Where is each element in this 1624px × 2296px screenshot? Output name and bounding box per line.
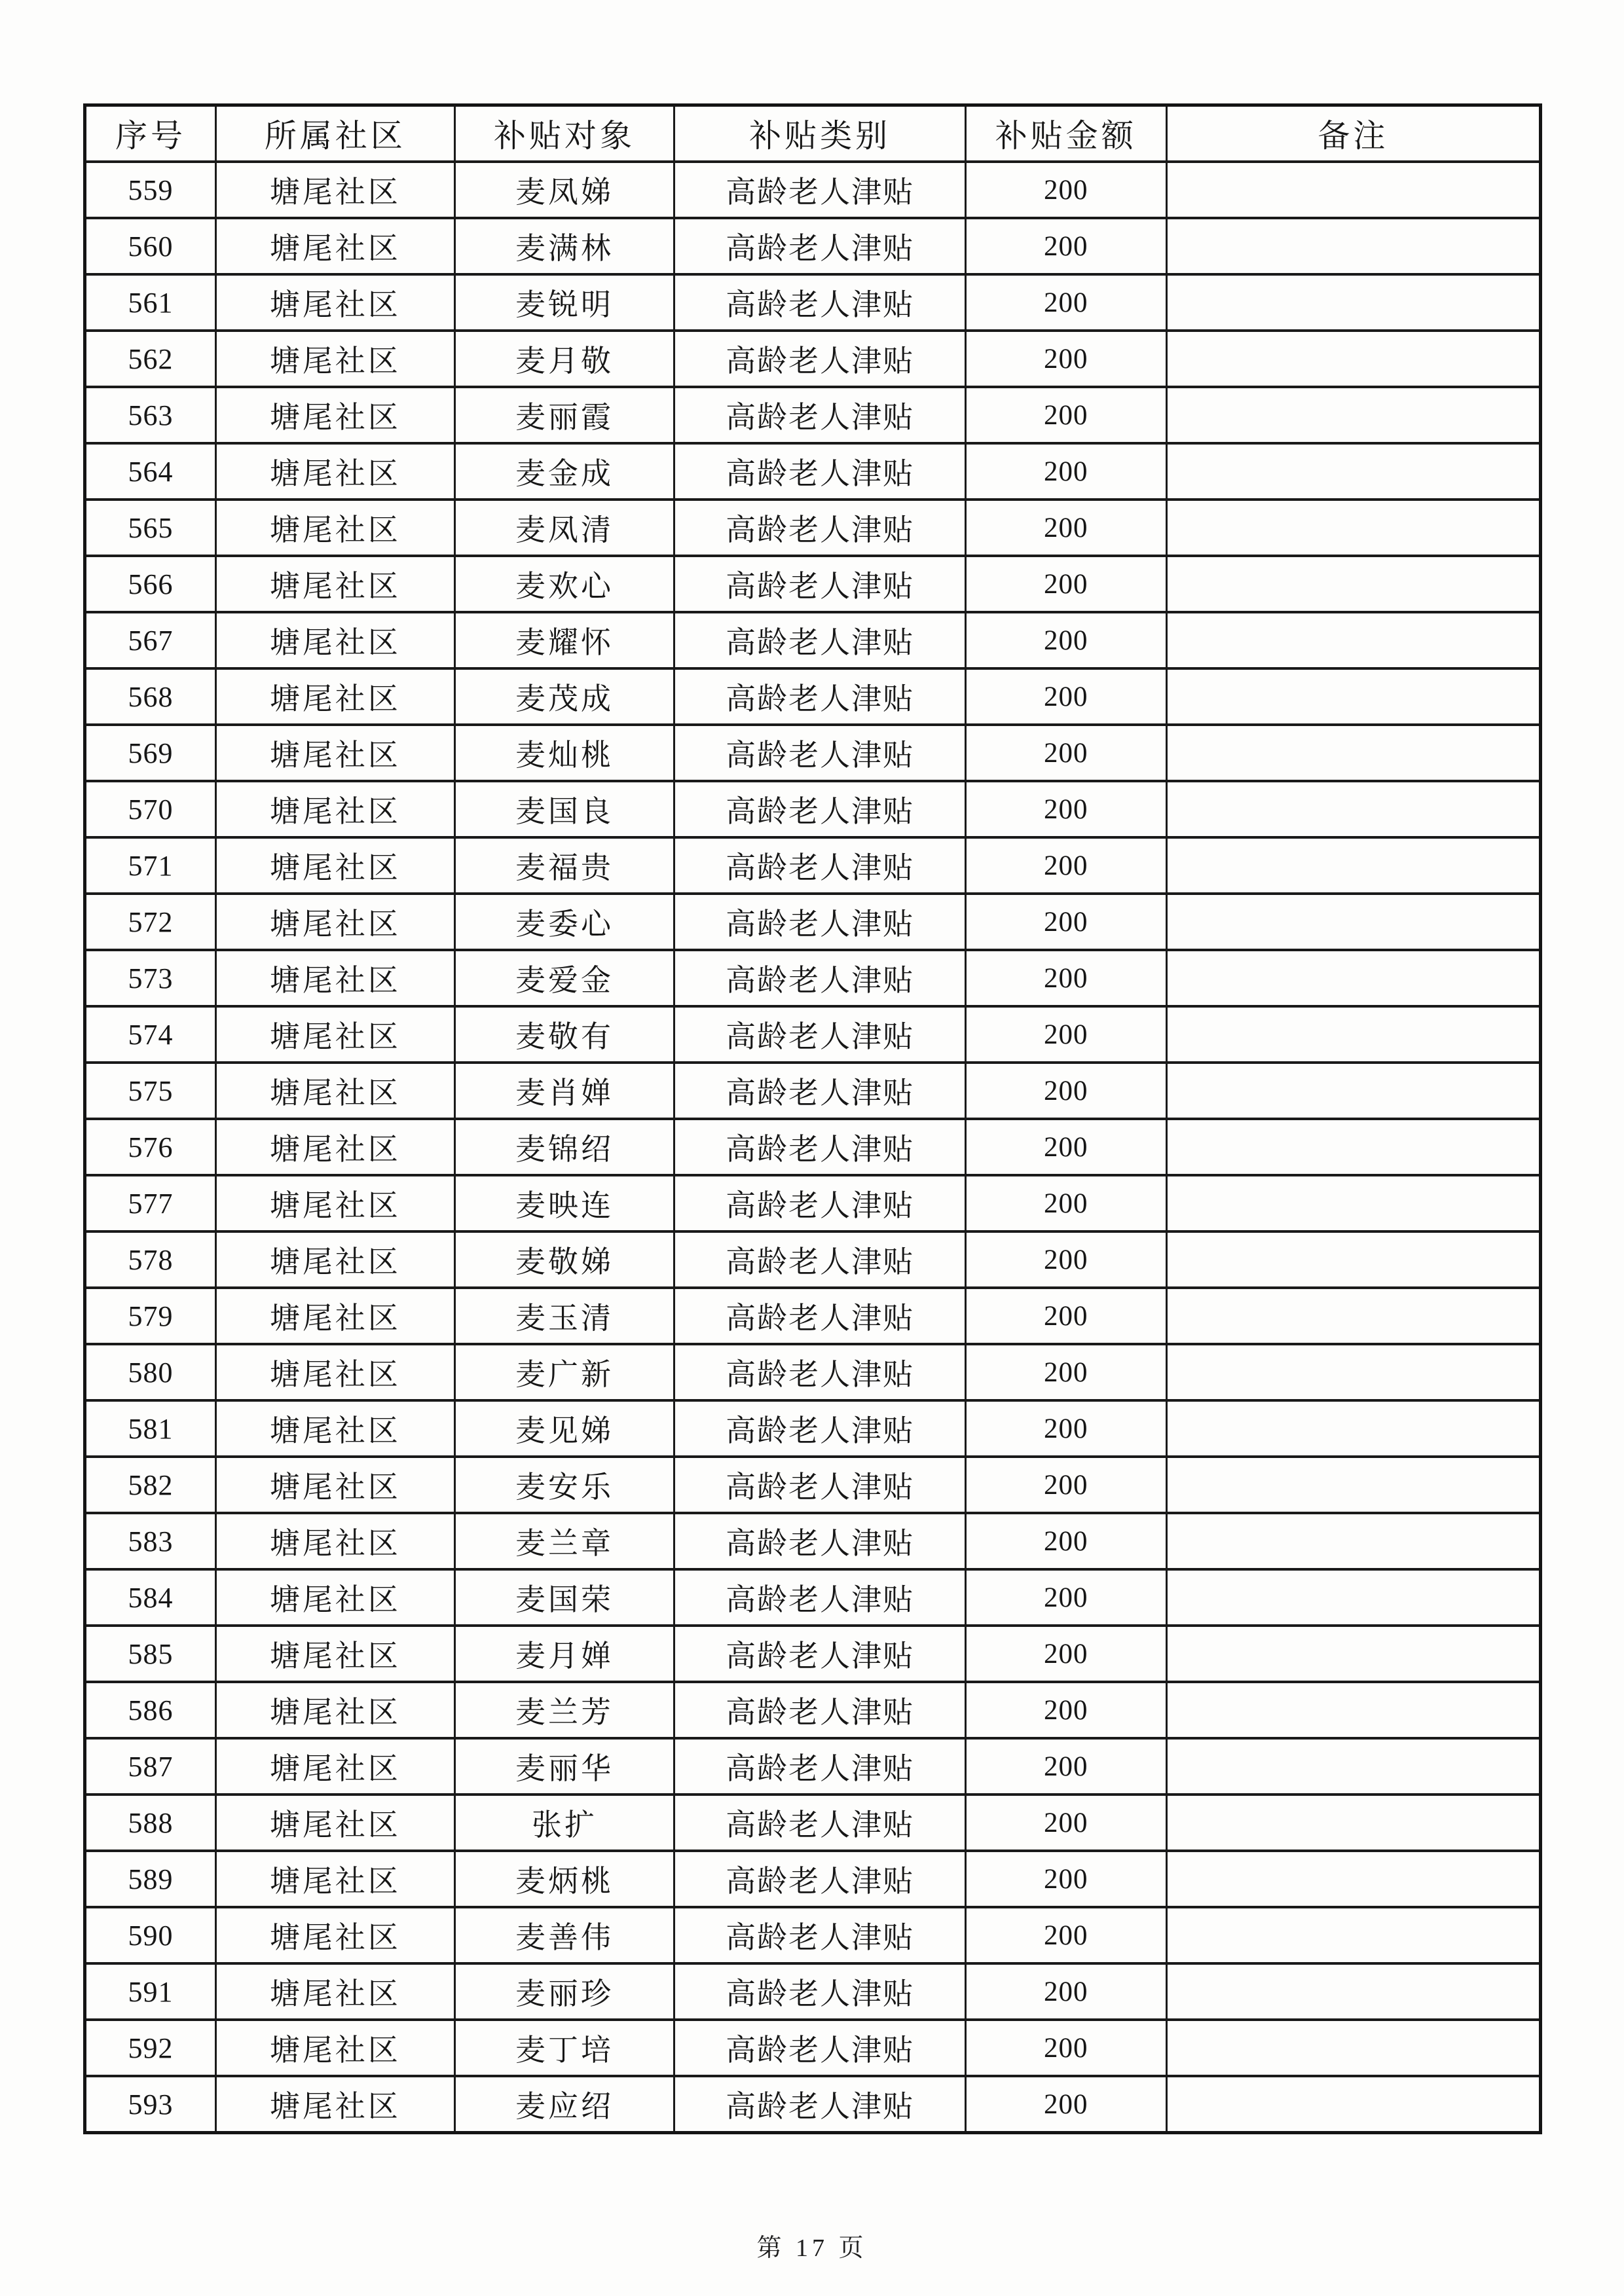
cell-no: 566 [85,556,216,612]
cell-category: 高龄老人津贴 [674,331,966,387]
cell-amount: 200 [965,894,1166,950]
table-row [85,1063,1541,1119]
cell-remark [1166,1231,1540,1288]
cell-remark [1166,1344,1540,1400]
cell-recipient: 麦茂成 [454,668,674,725]
cell-no: 577 [85,1175,216,1231]
cell-recipient: 麦映连 [454,1175,674,1231]
cell-remark [1166,1738,1540,1795]
table-row [85,1513,1541,1569]
cell-recipient: 麦国荣 [454,1569,674,1626]
table-row [85,950,1541,1006]
cell-recipient: 麦安乐 [454,1457,674,1513]
cell-category: 高龄老人津贴 [674,1006,966,1063]
cell-category: 高龄老人津贴 [674,556,966,612]
cell-community: 塘尾社区 [216,387,455,443]
cell-no: 573 [85,950,216,1006]
cell-remark [1166,274,1540,331]
cell-no: 560 [85,218,216,274]
cell-remark [1166,668,1540,725]
cell-community: 塘尾社区 [216,1513,455,1569]
cell-community: 塘尾社区 [216,331,455,387]
header-cell-category: 补贴类别 [674,105,966,162]
cell-category: 高龄老人津贴 [674,1119,966,1175]
cell-recipient: 麦月敬 [454,331,674,387]
cell-category: 高龄老人津贴 [674,1795,966,1851]
cell-amount: 200 [965,1231,1166,1288]
cell-community: 塘尾社区 [216,1400,455,1457]
cell-category: 高龄老人津贴 [674,1569,966,1626]
cell-remark [1166,781,1540,837]
table-row [85,1119,1541,1175]
table-row [85,1738,1541,1795]
cell-no: 592 [85,2020,216,2076]
cell-recipient: 麦善伟 [454,1907,674,1963]
cell-community: 塘尾社区 [216,1795,455,1851]
cell-no: 576 [85,1119,216,1175]
cell-recipient: 麦丁培 [454,2020,674,2076]
cell-category: 高龄老人津贴 [674,2076,966,2133]
cell-category: 高龄老人津贴 [674,612,966,668]
cell-remark [1166,387,1540,443]
cell-amount: 200 [965,781,1166,837]
cell-category: 高龄老人津贴 [674,443,966,500]
cell-community: 塘尾社区 [216,1231,455,1288]
cell-recipient: 麦肖婵 [454,1063,674,1119]
cell-amount: 200 [965,1344,1166,1400]
cell-remark [1166,1795,1540,1851]
cell-no: 591 [85,1963,216,2020]
table-row [85,556,1541,612]
cell-remark [1166,837,1540,894]
cell-remark [1166,1513,1540,1569]
cell-recipient: 麦丽珍 [454,1963,674,2020]
table-row [85,1231,1541,1288]
table-row [85,331,1541,387]
cell-recipient: 麦兰章 [454,1513,674,1569]
table-row [85,274,1541,331]
cell-category: 高龄老人津贴 [674,274,966,331]
table-row [85,1400,1541,1457]
cell-no: 585 [85,1626,216,1682]
cell-no: 574 [85,1006,216,1063]
page-number: 第 17 页 [756,2234,868,2262]
cell-community: 塘尾社区 [216,556,455,612]
cell-no: 581 [85,1400,216,1457]
cell-amount: 200 [965,1682,1166,1738]
cell-remark [1166,1457,1540,1513]
cell-category: 高龄老人津贴 [674,218,966,274]
cell-community: 塘尾社区 [216,2076,455,2133]
cell-category: 高龄老人津贴 [674,1626,966,1682]
table-row [85,443,1541,500]
cell-amount: 200 [965,1400,1166,1457]
cell-community: 塘尾社区 [216,162,455,218]
table-row [85,894,1541,950]
cell-amount: 200 [965,331,1166,387]
cell-recipient: 麦耀怀 [454,612,674,668]
cell-community: 塘尾社区 [216,1569,455,1626]
cell-no: 568 [85,668,216,725]
cell-recipient: 麦福贵 [454,837,674,894]
cell-community: 塘尾社区 [216,950,455,1006]
table-row [85,1795,1541,1851]
cell-no: 579 [85,1288,216,1344]
cell-recipient: 麦丽华 [454,1738,674,1795]
table-body [85,162,1541,2133]
cell-amount: 200 [965,443,1166,500]
cell-community: 塘尾社区 [216,1457,455,1513]
table-row [85,1569,1541,1626]
cell-community: 塘尾社区 [216,1063,455,1119]
cell-no: 569 [85,725,216,781]
cell-recipient: 麦国良 [454,781,674,837]
cell-amount: 200 [965,612,1166,668]
cell-community: 塘尾社区 [216,1907,455,1963]
cell-amount: 200 [965,668,1166,725]
header-cell-no: 序号 [85,105,216,162]
table-row [85,725,1541,781]
cell-recipient: 麦兰芳 [454,1682,674,1738]
cell-amount: 200 [965,1907,1166,1963]
cell-recipient: 麦敬娣 [454,1231,674,1288]
cell-no: 586 [85,1682,216,1738]
subsidy-table [83,103,1542,2134]
cell-remark [1166,950,1540,1006]
cell-community: 塘尾社区 [216,612,455,668]
table-row [85,781,1541,837]
cell-no: 582 [85,1457,216,1513]
cell-recipient: 麦凤清 [454,500,674,556]
table-header-row [85,105,1541,162]
cell-community: 塘尾社区 [216,1963,455,2020]
cell-category: 高龄老人津贴 [674,162,966,218]
cell-category: 高龄老人津贴 [674,781,966,837]
cell-remark [1166,1963,1540,2020]
cell-recipient: 麦凤娣 [454,162,674,218]
cell-no: 563 [85,387,216,443]
cell-category: 高龄老人津贴 [674,1231,966,1288]
cell-recipient: 麦玉清 [454,1288,674,1344]
table-row [85,1288,1541,1344]
cell-amount: 200 [965,837,1166,894]
cell-category: 高龄老人津贴 [674,1738,966,1795]
cell-remark [1166,500,1540,556]
cell-recipient: 麦委心 [454,894,674,950]
cell-amount: 200 [965,162,1166,218]
cell-category: 高龄老人津贴 [674,387,966,443]
cell-no: 564 [85,443,216,500]
table-row [85,2020,1541,2076]
table-row [85,218,1541,274]
cell-no: 584 [85,1569,216,1626]
cell-amount: 200 [965,1963,1166,2020]
cell-community: 塘尾社区 [216,1682,455,1738]
cell-remark [1166,1119,1540,1175]
table-row [85,1963,1541,2020]
cell-community: 塘尾社区 [216,1006,455,1063]
header-cell-remark: 备注 [1166,105,1540,162]
table-row [85,1907,1541,1963]
cell-no: 590 [85,1907,216,1963]
cell-remark [1166,1288,1540,1344]
cell-category: 高龄老人津贴 [674,1851,966,1907]
cell-category: 高龄老人津贴 [674,894,966,950]
cell-remark [1166,1063,1540,1119]
cell-remark [1166,1006,1540,1063]
cell-remark [1166,443,1540,500]
cell-amount: 200 [965,1288,1166,1344]
cell-no: 572 [85,894,216,950]
cell-no: 588 [85,1795,216,1851]
cell-amount: 200 [965,1851,1166,1907]
cell-no: 562 [85,331,216,387]
cell-remark [1166,725,1540,781]
cell-amount: 200 [965,1626,1166,1682]
cell-amount: 200 [965,2076,1166,2133]
cell-recipient: 麦炳桃 [454,1851,674,1907]
cell-category: 高龄老人津贴 [674,668,966,725]
cell-category: 高龄老人津贴 [674,500,966,556]
cell-recipient: 麦广新 [454,1344,674,1400]
table-row [85,387,1541,443]
cell-category: 高龄老人津贴 [674,2020,966,2076]
cell-amount: 200 [965,1457,1166,1513]
cell-recipient: 麦满林 [454,218,674,274]
cell-no: 561 [85,274,216,331]
cell-no: 559 [85,162,216,218]
cell-amount: 200 [965,2020,1166,2076]
cell-community: 塘尾社区 [216,1344,455,1400]
cell-community: 塘尾社区 [216,668,455,725]
cell-remark [1166,162,1540,218]
cell-recipient: 麦欢心 [454,556,674,612]
cell-amount: 200 [965,950,1166,1006]
table-row [85,1682,1541,1738]
cell-recipient: 麦锐明 [454,274,674,331]
cell-category: 高龄老人津贴 [674,1682,966,1738]
table-row [85,500,1541,556]
cell-amount: 200 [965,1063,1166,1119]
cell-community: 塘尾社区 [216,2020,455,2076]
table-row [85,837,1541,894]
cell-amount: 200 [965,1569,1166,1626]
cell-community: 塘尾社区 [216,1119,455,1175]
header-cell-recipient: 补贴对象 [454,105,674,162]
cell-category: 高龄老人津贴 [674,950,966,1006]
cell-community: 塘尾社区 [216,894,455,950]
table-row [85,1006,1541,1063]
cell-remark [1166,1907,1540,1963]
cell-remark [1166,1682,1540,1738]
cell-remark [1166,556,1540,612]
cell-amount: 200 [965,1795,1166,1851]
cell-category: 高龄老人津贴 [674,1063,966,1119]
cell-remark [1166,1400,1540,1457]
cell-recipient: 麦月婵 [454,1626,674,1682]
cell-category: 高龄老人津贴 [674,725,966,781]
cell-community: 塘尾社区 [216,1626,455,1682]
cell-recipient: 麦锦绍 [454,1119,674,1175]
cell-recipient: 麦见娣 [454,1400,674,1457]
table-row [85,1626,1541,1682]
header-cell-amount: 补贴金额 [965,105,1166,162]
cell-amount: 200 [965,387,1166,443]
cell-recipient: 麦应绍 [454,2076,674,2133]
table-row [85,612,1541,668]
cell-category: 高龄老人津贴 [674,1963,966,2020]
cell-no: 565 [85,500,216,556]
cell-amount: 200 [965,1006,1166,1063]
cell-no: 587 [85,1738,216,1795]
cell-amount: 200 [965,1175,1166,1231]
cell-no: 580 [85,1344,216,1400]
cell-remark [1166,612,1540,668]
cell-remark [1166,1626,1540,1682]
cell-amount: 200 [965,1738,1166,1795]
cell-amount: 200 [965,1119,1166,1175]
table-row [85,1851,1541,1907]
cell-community: 塘尾社区 [216,500,455,556]
table-header [85,105,1541,162]
cell-community: 塘尾社区 [216,274,455,331]
cell-recipient: 麦丽霞 [454,387,674,443]
cell-no: 578 [85,1231,216,1288]
table-row [85,162,1541,218]
cell-no: 589 [85,1851,216,1907]
cell-remark [1166,1569,1540,1626]
cell-remark [1166,1851,1540,1907]
cell-recipient: 麦爱金 [454,950,674,1006]
cell-community: 塘尾社区 [216,218,455,274]
cell-category: 高龄老人津贴 [674,1175,966,1231]
cell-community: 塘尾社区 [216,443,455,500]
cell-amount: 200 [965,1513,1166,1569]
cell-remark [1166,1175,1540,1231]
cell-category: 高龄老人津贴 [674,1513,966,1569]
table-row [85,1457,1541,1513]
cell-remark [1166,2076,1540,2133]
table-row [85,2076,1541,2133]
cell-amount: 200 [965,500,1166,556]
cell-community: 塘尾社区 [216,1175,455,1231]
cell-category: 高龄老人津贴 [674,1344,966,1400]
cell-no: 571 [85,837,216,894]
cell-category: 高龄老人津贴 [674,1457,966,1513]
table-row [85,1175,1541,1231]
cell-community: 塘尾社区 [216,1851,455,1907]
cell-recipient: 麦金成 [454,443,674,500]
cell-remark [1166,894,1540,950]
cell-category: 高龄老人津贴 [674,1288,966,1344]
cell-category: 高龄老人津贴 [674,837,966,894]
cell-recipient: 张扩 [454,1795,674,1851]
cell-amount: 200 [965,556,1166,612]
table-row [85,668,1541,725]
cell-remark [1166,331,1540,387]
cell-remark [1166,218,1540,274]
cell-amount: 200 [965,274,1166,331]
cell-category: 高龄老人津贴 [674,1400,966,1457]
cell-community: 塘尾社区 [216,725,455,781]
cell-no: 583 [85,1513,216,1569]
cell-recipient: 麦灿桃 [454,725,674,781]
cell-category: 高龄老人津贴 [674,1907,966,1963]
cell-remark [1166,2020,1540,2076]
cell-no: 593 [85,2076,216,2133]
table-row [85,1344,1541,1400]
cell-community: 塘尾社区 [216,1288,455,1344]
header-cell-community: 所属社区 [216,105,455,162]
cell-recipient: 麦敬有 [454,1006,674,1063]
cell-community: 塘尾社区 [216,1738,455,1795]
cell-no: 567 [85,612,216,668]
cell-amount: 200 [965,218,1166,274]
cell-community: 塘尾社区 [216,781,455,837]
cell-amount: 200 [965,725,1166,781]
cell-no: 570 [85,781,216,837]
cell-no: 575 [85,1063,216,1119]
cell-community: 塘尾社区 [216,837,455,894]
